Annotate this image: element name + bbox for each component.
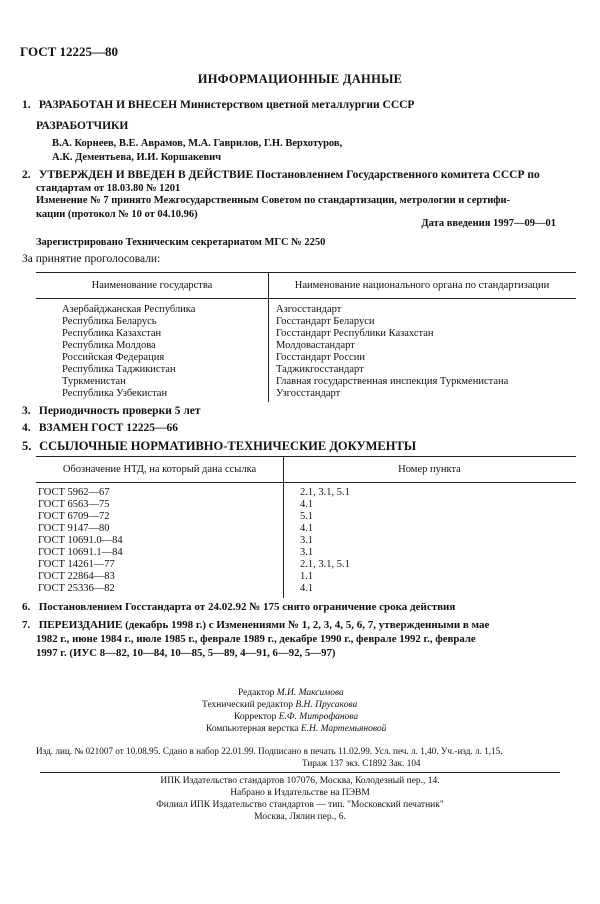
section-7: [22, 619, 489, 631]
ref-clause: 3.1: [300, 547, 314, 558]
section-5-num: 5.: [22, 439, 32, 453]
ref-clause: 5.1: [300, 511, 314, 522]
ref-doc: ГОСТ 14261—77: [38, 559, 115, 570]
section-3: [22, 405, 201, 417]
developers-line-1: В.А. Корнеев, В.Е. Аврамов, М.А. Гаврилов, Г.Н. Верхотуров,: [52, 138, 343, 149]
vote-table-col2-header: Наименование национального органа по стандартизации: [294, 280, 550, 291]
section-4: [22, 422, 178, 434]
vote-country: Азербайджанская Республика: [62, 304, 196, 315]
credit-tech-editor: [202, 700, 357, 710]
imprint-line-1: Изд. лиц. № 021007 от 10.08.95. Сдано в набор 22.01.99. Подписано в печать 11.02.99. Усл. печ. л. 1,40. Уч.-изд. л. 1,15.: [36, 746, 503, 756]
vote-country: Республика Казахстан: [62, 328, 162, 339]
credit-editor: [238, 688, 344, 698]
voted-label: За принятие проголосовали:: [22, 253, 161, 265]
credit-editor-name: М.И. Максимова: [276, 688, 344, 698]
vote-country: Республика Узбекистан: [62, 388, 168, 399]
ref-table-col2-header: Номер пункта: [398, 464, 461, 475]
vote-country: Туркменистан: [62, 376, 126, 387]
ref-doc: ГОСТ 10691.0—84: [38, 535, 123, 546]
ref-doc: ГОСТ 6563—75: [38, 499, 110, 510]
section-1: [22, 99, 414, 111]
vote-body: Узгосстандарт: [276, 388, 341, 399]
imprint-line-5: Филиал ИПК Издательство стандартов — тип. "Московский печатник": [156, 800, 444, 810]
credit-layout-label: Компьютерная верстка: [206, 724, 299, 734]
vote-table-top-rule: [36, 272, 576, 273]
ref-table-divider: [283, 456, 284, 598]
section-3-text: Периодичность проверки 5 лет: [38, 405, 201, 417]
vote-table-divider: [268, 272, 269, 402]
vote-body: Госстандарт Беларуси: [276, 316, 375, 327]
vote-country: Республика Беларусь: [62, 316, 157, 327]
intro-date: Дата введения 1997—09—01: [421, 218, 556, 229]
vote-body: Главная государственная инспекция Туркменистана: [276, 376, 509, 387]
section-4-num: 4.: [22, 422, 31, 434]
section-1-num: 1.: [22, 99, 31, 111]
vote-table-header-rule: [36, 298, 576, 299]
page-title: ИНФОРМАЦИОННЫЕ ДАННЫЕ: [197, 72, 403, 86]
ref-clause: 4.1: [300, 499, 314, 510]
section-2-line-1: УТВЕРЖДЕН И ВВЕДЕН В ДЕЙСТВИЕ Постановлением Государственного комитета СССР по: [38, 169, 540, 181]
section-1-text: РАЗРАБОТАН И ВНЕСЕН Министерством цветной металлургии СССР: [38, 99, 415, 111]
section-3-num: 3.: [22, 405, 31, 417]
ref-table-top-rule: [36, 456, 576, 457]
ref-clause: 2.1, 3.1, 5.1: [300, 559, 350, 570]
credit-tech-label: Технический редактор: [202, 700, 293, 710]
vote-body: Госстандарт России: [276, 352, 365, 363]
section-5-text: ССЫЛОЧНЫЕ НОРМАТИВНО-ТЕХНИЧЕСКИЕ ДОКУМЕНТЫ: [39, 439, 417, 453]
registered-line: Зарегистрировано Техническим секретариатом МГС № 2250: [36, 237, 326, 248]
ref-clause: 1.1: [300, 571, 314, 582]
section-6-text: Постановлением Госстандарта от 24.02.92 № 175 снято ограничение срока действия: [38, 601, 456, 613]
doc-code: ГОСТ 12225—80: [20, 44, 119, 59]
vote-table-col1-header: Наименование государства: [91, 280, 213, 291]
vote-body: Азгосстандарт: [276, 304, 342, 315]
ref-clause: 4.1: [300, 583, 314, 594]
vote-country: Республика Молдова: [62, 340, 156, 351]
credit-proofreader: [234, 712, 358, 722]
ref-doc: ГОСТ 5962—67: [38, 487, 110, 498]
ref-doc: ГОСТ 10691.1—84: [38, 547, 123, 558]
section-2-num: 2.: [22, 169, 31, 181]
section-7-line-3: 1997 г. (ИУС 8—82, 10—84, 10—85, 5—89, 4—91, 6—92, 5—97): [36, 647, 336, 659]
imprint-line-3: ИПК Издательство стандартов 107076, Москва, Колодезный пер., 14.: [160, 776, 440, 786]
ref-doc: ГОСТ 6709—72: [38, 511, 110, 522]
credit-layout: [206, 724, 386, 734]
ref-clause: 2.1, 3.1, 5.1: [300, 487, 350, 498]
ref-table-header-rule: [36, 482, 576, 483]
imprint-line-4: Набрано в Издательстве на ПЭВМ: [230, 788, 370, 798]
credit-tech-name: В.Н. Прусакова: [295, 700, 358, 710]
credit-proof-label: Корректор: [234, 712, 277, 722]
credit-layout-name: Е.Н. Мартемьяновой: [300, 724, 387, 734]
vote-country: Республика Таджикистан: [62, 364, 176, 375]
section-4-text: ВЗАМЕН ГОСТ 12225—66: [38, 422, 178, 434]
credit-proof-name: Е.Ф. Митрофанова: [278, 712, 359, 722]
ref-doc: ГОСТ 25336—82: [38, 583, 115, 594]
change-7-line-2: кации (протокол № 10 от 04.10.96): [36, 209, 198, 220]
vote-country: Российская Федерация: [62, 352, 165, 363]
imprint-line-2: Тираж 137 экз. С1892 Зак. 104: [302, 758, 421, 768]
section-5: [22, 439, 416, 454]
credit-editor-label: Редактор: [238, 688, 275, 698]
section-7-num: 7.: [22, 619, 31, 631]
ref-clause: 4.1: [300, 523, 314, 534]
imprint-rule: [40, 772, 560, 773]
section-2-line-2: стандартам от 18.03.80 № 1201: [36, 183, 181, 194]
imprint-line-6: Москва, Лялин пер., 6.: [254, 812, 346, 822]
ref-clause: 3.1: [300, 535, 314, 546]
ref-doc: ГОСТ 9147—80: [38, 523, 110, 534]
developers-line-2: А.К. Дементьева, И.И. Коршакевич: [52, 152, 222, 163]
section-2: [22, 169, 540, 181]
section-6: [22, 601, 455, 613]
vote-body: Госстандарт Республики Казахстан: [276, 328, 434, 339]
section-7-line-1: ПЕРЕИЗДАНИЕ (декабрь 1998 г.) с Изменениями № 1, 2, 3, 4, 5, 6, 7, утвержденными в мае: [38, 619, 490, 631]
change-7-line-1: Изменение № 7 принято Межгосударственным Советом по стандартизации, метрологии и сертифи-: [36, 195, 511, 206]
section-7-line-2: 1982 г., июне 1984 г., июле 1985 г., феврале 1989 г., декабре 1990 г., феврале 1992 г., феврале: [36, 633, 476, 645]
ref-doc: ГОСТ 22864—83: [38, 571, 115, 582]
section-6-num: 6.: [22, 601, 31, 613]
vote-body: Таджикгосстандарт: [276, 364, 364, 375]
developers-title: РАЗРАБОТЧИКИ: [36, 120, 129, 132]
vote-body: Молдовастандарт: [276, 340, 355, 351]
ref-table-col1-header: Обозначение НТД, на который дана ссылка: [62, 464, 257, 475]
